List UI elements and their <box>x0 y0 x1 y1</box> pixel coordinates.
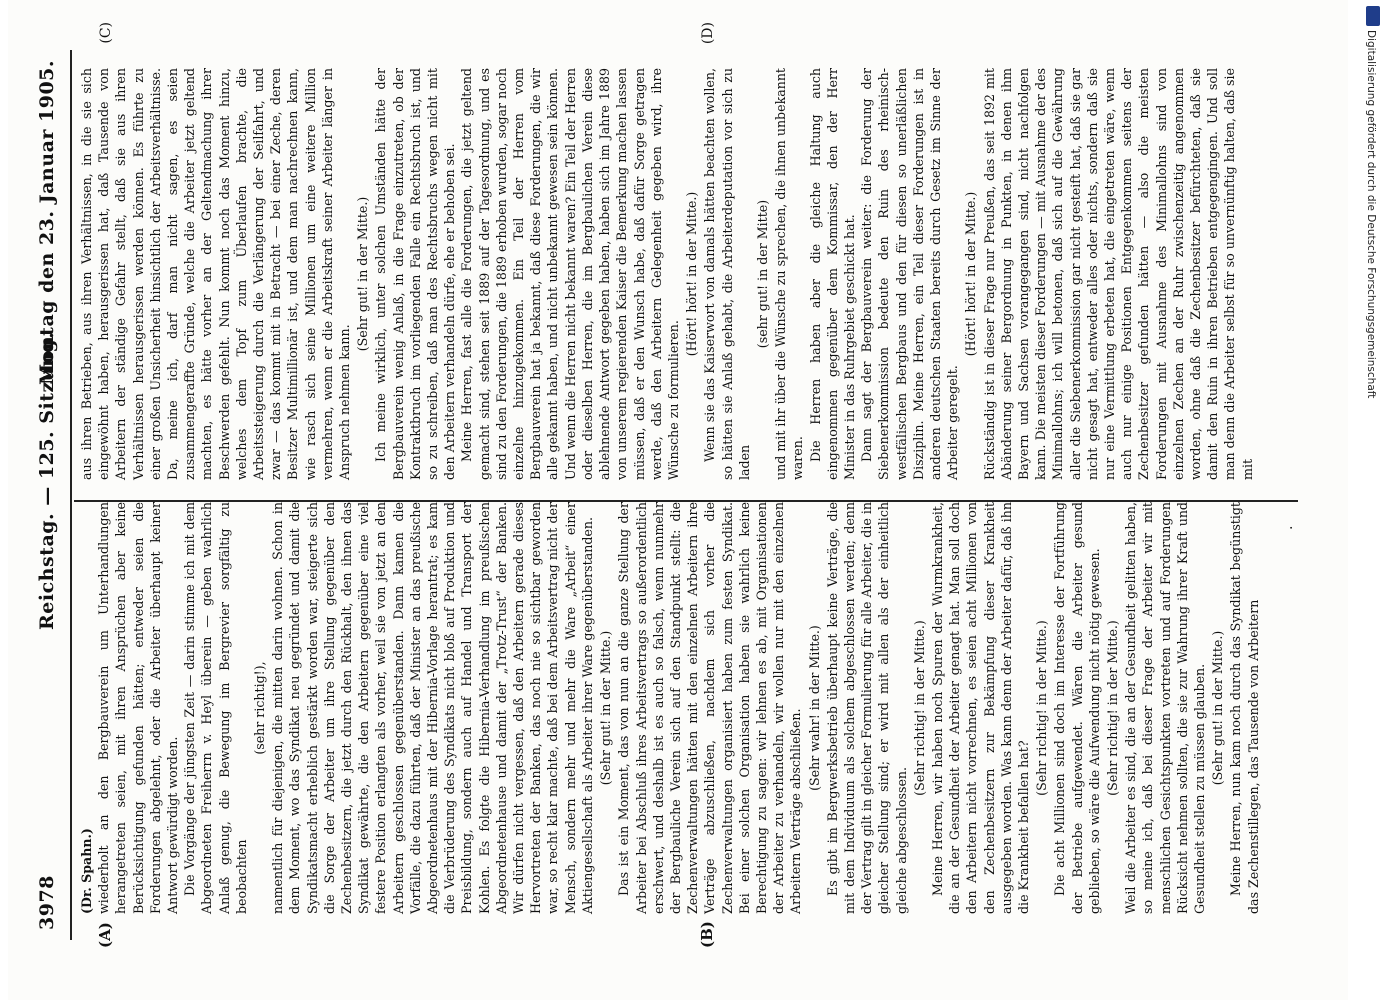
interjection-remark: (sehr richtig!), <box>252 661 268 755</box>
speech-paragraph: Meine Herren, fast alle die Forderungen, die jetzt geltend gemacht sind, stehen seit 1889 auf der Tagesordnung, und es sind zu den Forderungen, die 1889 erhoben wurden, sogar noch einzelne hinzugekommen. Ein Teil der Herren vom Bergbauverein hat ja bekannt, daß diese Forderungen, die wir alle gekannt haben, und nicht unbekannt gewesen sein können. Und wenn die Herren nicht bekannt waren? Ein Teil der Herren oder dieselben Herren, die im Bergbaulichen Verein diese ablehnende Antwort gegeben haben, haben sich im Jahre 1889 von unserem regierenden Kaiser die Bemerkung machen lassen müssen, daß er den Wunsch habe, daß dafür Sorge getragen werde, daß den Arbeitern Gelegenheit gegeben wird, ihre Wünsche zu formulieren. <box>459 68 681 480</box>
page-number: 3978 <box>36 875 58 930</box>
interjection-remark: (Sehr gut! in der Mitte.) <box>598 630 614 786</box>
speech-paragraph: Meine Herren, wir haben noch Spuren der Wurmkrankheit, die an der Gesundheit der Arbeiter genagt hat. Man soll doch den Arbeitern nicht vorrechnen, es seien acht Millionen von den Zechenbesitzern zur Bekämpfung dieser Krankheit ausgegeben worden. Was kann denn der Arbeiter dafür, daß ihn die Krankheit befallen hat? <box>929 502 1031 914</box>
interjection-remark: (sehr gut! in der Mitte) <box>754 199 770 349</box>
digitization-caption <box>1365 30 1381 930</box>
header-rule <box>70 50 72 940</box>
session-title: Reichstag. — 125. Sitzung. <box>36 331 58 630</box>
running-head <box>36 60 66 930</box>
margin-mark-b: (B) <box>698 921 716 948</box>
speech-paragraph: Weil die Arbeiter es sind, die an der Gesundheit gelitten haben, so meine ich, daß bei dieser Frage der Arbeiter wir mit menschlichen Gesichtspunkten vortreten und auf Forderungen Rücksicht nehmen sollten, die sie zur Wahrung ihrer Kraft und Gesundheit stellen zu müssen glauben. <box>1123 502 1207 914</box>
margin-mark-c: (C) <box>98 22 114 44</box>
reichstag-protocol-page <box>8 0 1348 1000</box>
speech-paragraph: Es gibt im Bergwerksbetrieb überhaupt keine Verträge, die mit dem Individuum als solchem abgeschlossen werden; denn der Vertrag gilt in gleicher Formulierung für alle Arbeiter, die in gleicher Stellung sind; er wird mit allen als der einheitlich gleiche abgeschlossen. <box>824 502 909 914</box>
speech-paragraph: wiederholt an den Bergbauverein um Unterhandlungen herangetreten seien, mit ihren Ansprüchen aber keine Berücksichtigung gefunden hätten; entweder seien die Forderungen abgelehnt, oder die Arbeiter überhaupt keiner Antwort gewürdigt worden. <box>96 502 181 914</box>
speech-paragraph: aus ihren Betrieben, aus ihren Verhältnissen, in die sie sich eingewöhnt haben, herausgerissen hat, daß Tausende von Arbeitern der ständige Gefahr stellt, daß sie aus ihren Verhältnissen herausgerissen werden können. Es führte zu einer großen Unsicherheit hinsichtlich der Arbeitsverhältnisse. Da, meine ich, darf man nicht sagen, es seien zusammengeraffte Gründe, welche die Arbeiter jetzt geltend machten, es hätte vorher an der Geltendmachung ihrer Beschwerden gefehlt. Nun kommt noch das Moment hinzu, welches dem Topf zum Überlaufen brachte, die Arbeitssteigerung durch die Verlängerung der Seilfahrt, und zwar — das kommt mit in Betracht — bei einer Zeche, deren Besitzer Multimillionär ist, und dem man nachrechnen kann, wie rasch sich seine Millionen um eine weitere Million vermehren, wenn er die Arbeitskraft seiner Arbeiter länger in Anspruch nehmen kann. <box>79 68 353 480</box>
speech-paragraph: Das ist ein Moment, das von nun an die ganze Stellung der Arbeiter bei Abschluß ihres Arbeitsvertrags so außerordentlich erschwert, und deshalb ist es auch so falsch, wenn nunmehr der Bergbauliche Verein sich auf den Standpunkt stellt: die Zechenverwaltungen hätten mit den einzelnen Arbeitern ihre Verträge abzuschließen, nachdem sich vorher die Zechenverwaltungen organisiert haben zum festen Syndikat. Bei einer solchen Organisation haben sie wahrlich keine Berechtigung zu sagen: wir lehnen es ab, mit Organisationen der Arbeiter zu verhandeln, wir wollen nur mit den einzelnen Arbeitern Verträge abschließen. <box>616 502 804 914</box>
speech-paragraph: Die Herren haben aber die gleiche Haltung auch eingenommen gegenüber dem Kommissar, den der Herr Minister in das Ruhrgebiet geschickt hat. <box>807 68 857 480</box>
speech-paragraph: Dann sagt der Bergbauverein weiter: die Forderung der Siebenerkommission bedeute den Ruin des rheinisch-westfälischen Bergbaus und den für diesen so unerläßlichen Disziplin. Meine Herren, ein Teil dieser Forderungen ist in anderen deutschen Staaten bereits durch Gesetz im Sinne der Arbeiter geregelt. <box>859 68 961 480</box>
interjection-remark: (Sehr richtig! in der Mitte.) <box>1034 620 1050 796</box>
speaker-label: (Dr. Spahn.) <box>79 828 94 914</box>
left-column <box>78 502 1262 914</box>
margin-mark-a: (A) <box>96 922 114 948</box>
speech-paragraph: Wenn sie das Kaiserwort von damals hätten beachten wollen, so hätten sie Anlaß gehabt, die Arbeiterdeputation vor sich zu laden <box>702 68 752 480</box>
speech-paragraph: Ich meine wirklich, unter solchen Umständen hätte der Bergbauverein wenig Anlaß, in die Frage einzutreten, ob der Kontraktbruch im vorliegenden Falle ein Rechtsbruch ist, und so zu schreiben, daß man des Rechtsbruchs wegen nicht mit den Arbeitern verhandeln dürfe, ehe er behoben sei. <box>373 68 458 480</box>
caption-text: Digitalisierung gefördert durch die Deutsche Forschungsgemeinschaft <box>1365 30 1377 399</box>
speech-paragraph: namentlich für diejenigen, die mitten darin wohnen. Schon in dem Moment, wo das Syndikat neu gegründet und damit die Syndikatsmacht erheblich gestärkt worden war, steigerte sich die Sorge der Arbeiter um ihre Stellung gegenüber den Zechenbesitzern, die jetzt durch den Rückhalt, den ihnen das Syndikat gewährte, die den Arbeitern gegenüber eine viel festere Position erlangten als vorher, weil sie von jetzt an den Arbeitern geschlossen gegenüberstanden. Dann kamen die Vorfälle, die dazu führten, daß der Minister an das preußische Abgeordnetenhaus mit der Hibernia-Vorlage herantrat; es kam die Verbrüderung des Syndikats nicht bloß auf Produktion und Preisbildung, sondern auch auf Handel und Transport der Kohlen. Es folgte die Hibernia-Verhandlung im preußischen Abgeordnetenhause und damit der „Trotz-Trust“ der Banken. Wir dürfen nicht vergessen, daß den Arbeitern gerade dieses Hervortreten der Banken, das noch nie so sichtbar geworden war, so recht klar machte, daß bei dem Arbeitsvertrag nicht der Mensch, sondern mehr und mehr die Ware „Arbeit“ einer Aktiengesellschaft als Arbeiter ihrer Ware gegenüberstanden. <box>270 502 595 914</box>
interjection-remark: (Hört! hört! in der Mitte.) <box>684 191 700 357</box>
margin-mark-d: (D) <box>700 22 716 45</box>
footer-dot: . <box>1280 525 1296 530</box>
interjection-remark: (Hört! hört! in der Mitte.) <box>963 191 979 357</box>
dfg-logo-icon <box>1366 6 1380 26</box>
right-column <box>78 68 1256 480</box>
speech-paragraph: Meine Herren, nun kam noch durch das Syndikat begünstigt das Zechenstillegen, das Tausende von Arbeitern <box>1228 502 1261 914</box>
interjection-remark: (Sehr richtig! in der Mitte.) <box>911 620 927 796</box>
speech-paragraph: Rückständig ist in dieser Frage nur Preußen, das seit 1892 mit Abänderung seiner Bergordnung in Punkten, in denen ihm Bayern und Sachsen vorangegangen sind, nicht nachfolgen kann. Die meisten dieser Forderungen — mit Ausnahme der des Minimallohns; ich will betonen, daß sich auf die Gewährung aller die Siebenerkommission gar nicht gesteift hat, daß sie gar nicht gesagt hat, entweder alles oder nichts, sondern daß sie nur eine Vermittlung erbeten hat, die eingetreten wäre, wenn auch nur einige Positionen Entgegenkommen seitens der Zechenbesitzer gefunden hätten — also die meisten Forderungen mit Ausnahme des Minimallohns sind von einzelnen Zechen an der Ruhr zwischenzeitig angenommen worden, ohne daß die Zechenbesitzer befürchteten, daß sie damit den Ruin in ihren Betrieben entgegengingen. Und soll man denn die Arbeiter selbst für so unvernünftig halten, daß sie mit <box>981 68 1255 480</box>
session-date: Montag den 23. Januar 1905. <box>36 60 58 385</box>
interjection-remark: (Sehr wahr! in der Mitte.) <box>806 625 822 791</box>
speech-paragraph: Die acht Millionen sind doch im Interesse der Fortführung der Betriebe aufgewendet. Wären die Arbeiter gesund geblieben, so wäre die Aufwendung nicht nötig gewesen. <box>1052 502 1102 914</box>
speech-paragraph: Die Vorgänge der jüngsten Zeit — darin stimme ich mit dem Abgeordneten Freiherrn v. Heyl überein — geben wahrlich Anlaß genug, die Bewegung im Bergrevier sorgfältig zu beobachten <box>182 502 249 914</box>
speech-paragraph: und mit ihr über die Wünsche zu sprechen, die ihnen unbekannt waren. <box>773 68 806 480</box>
interjection-remark: (Sehr gut! in der Mitte.) <box>355 196 371 352</box>
interjection-remark: (Sehr gut! in der Mitte.) <box>1210 630 1226 786</box>
interjection-remark: (Sehr richtig! in der Mitte.) <box>1104 620 1120 796</box>
